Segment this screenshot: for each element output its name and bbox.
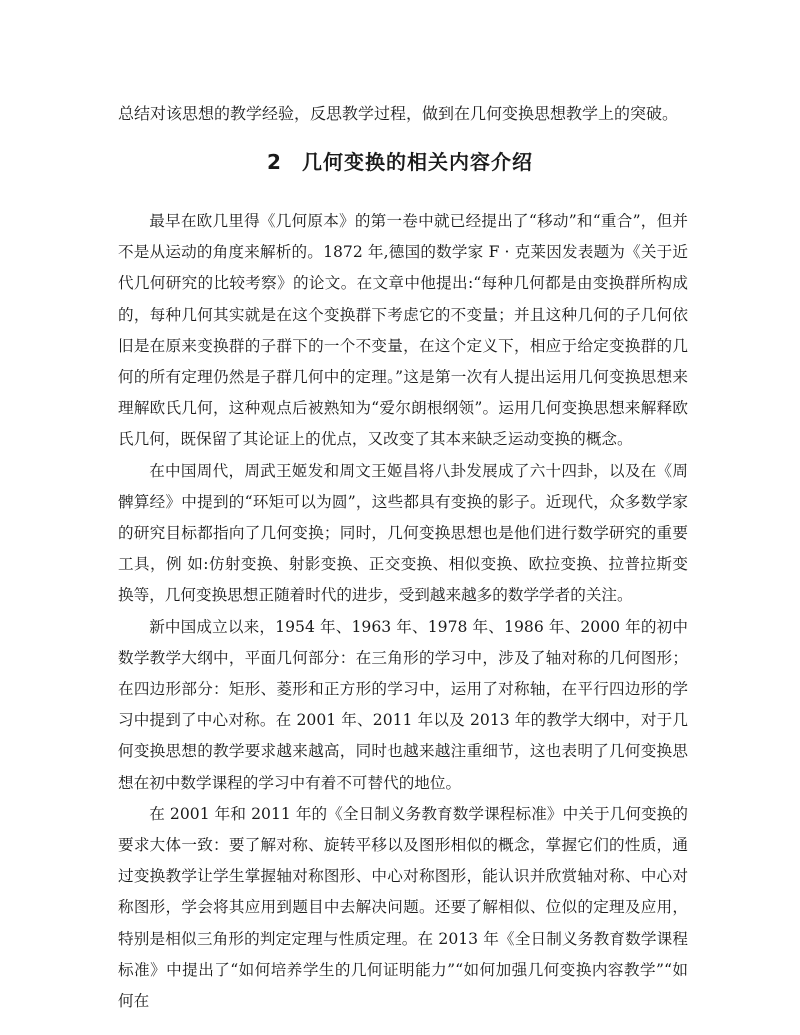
paragraph-syllabus-history: 新中国成立以来，1954 年、1963 年、1978 年、1986 年、2000 年的初中数学教学大纲中，平面几何部分：在三角形的学习中，涉及了轴对称的几何图形；在四边形部分：矩形、菱形和正方形的学习中，运用了对称轴，在平行四边形的学习中提到了中心对称。在 2001 年、2011 年以及 2013 年的教学大纲中，对于几何变换思想的教学要求越来越高，同时也越来越注重细节，这也表明了几何变换思想在初中数学课程的学习中有着不可替代的地位。 (118, 617, 688, 792)
paragraph-zhou-dynasty: 在中国周代，周武王姬发和周文王姬昌将八卦发展成了六十四卦，以及在《周髀算经》中提到的“环矩可以为圆”，这些都具有变换的影子。近现代，众多数学家的研究目标都指向了几何变换；同时，几何变换思想也是他们进行数学研究的重要工具，例 如:仿射变换、射影变换、正交变换、相似变换、欧拉变换、拉普拉斯变换等，几何变换思想正随着时代的进步，受到越来越多的数学学者的关注。 (118, 461, 688, 605)
section-number: 2 (267, 150, 282, 174)
paragraph-curriculum-standards: 在 2001 年和 2011 年的《全日制义务教育数学课程标准》中关于几何变换的要求大体一致：要了解对称、旋转平移以及图形相似的概念，掌握它们的性质，通过变换教学让学生掌握轴对称图形、中心对称图形，能认识并欣赏轴对称、中心对称图形，学会将其应用到题目中去解决问题。还要了解相似、位似的定理及应用，特别是相似三角形的判定定理与性质定理。在 2013 年《全日制义务教育数学课程标准》中提出了“如何培养学生的几何证明能力”“如何加强几何变换内容教学”“如何在 (118, 804, 688, 1011)
section-title-text: 几何变换的相关内容介绍 (301, 150, 533, 174)
paragraph-euclid-klein: 最早在欧几里得《几何原本》的第一卷中就已经提出了“移动”和“重合”，但并不是从运动的角度来解析的。1872 年,德国的数学家 F · 克莱因发表题为《关于近代几何研究的比较考察》的论文。在文章中他提出:“每种几何都是由变换群所构成的，每种几何其实就是在这个变换群下考虑它的不变量；并且这种几何的子几何依旧是在原来变换群的子群下的一个不变量，在这个定义下，相应于给定变换群的几何的所有定理仍然是子群几何中的定理。”这是第一次有人提出运用几何变换思想来理解欧氏几何，这种观点后被熟知为“爱尔朗根纲领”。运用几何变换思想来解释欧氏几何，既保留了其论证上的优点，又改变了其本来缺乏运动变换的概念。 (118, 212, 688, 449)
section-body (118, 206, 688, 1017)
section-heading (0, 147, 800, 177)
continued-paragraph-line: 总结对该思想的教学经验，反思教学过程，做到在几何变换思想教学上的突破。 (118, 104, 679, 123)
